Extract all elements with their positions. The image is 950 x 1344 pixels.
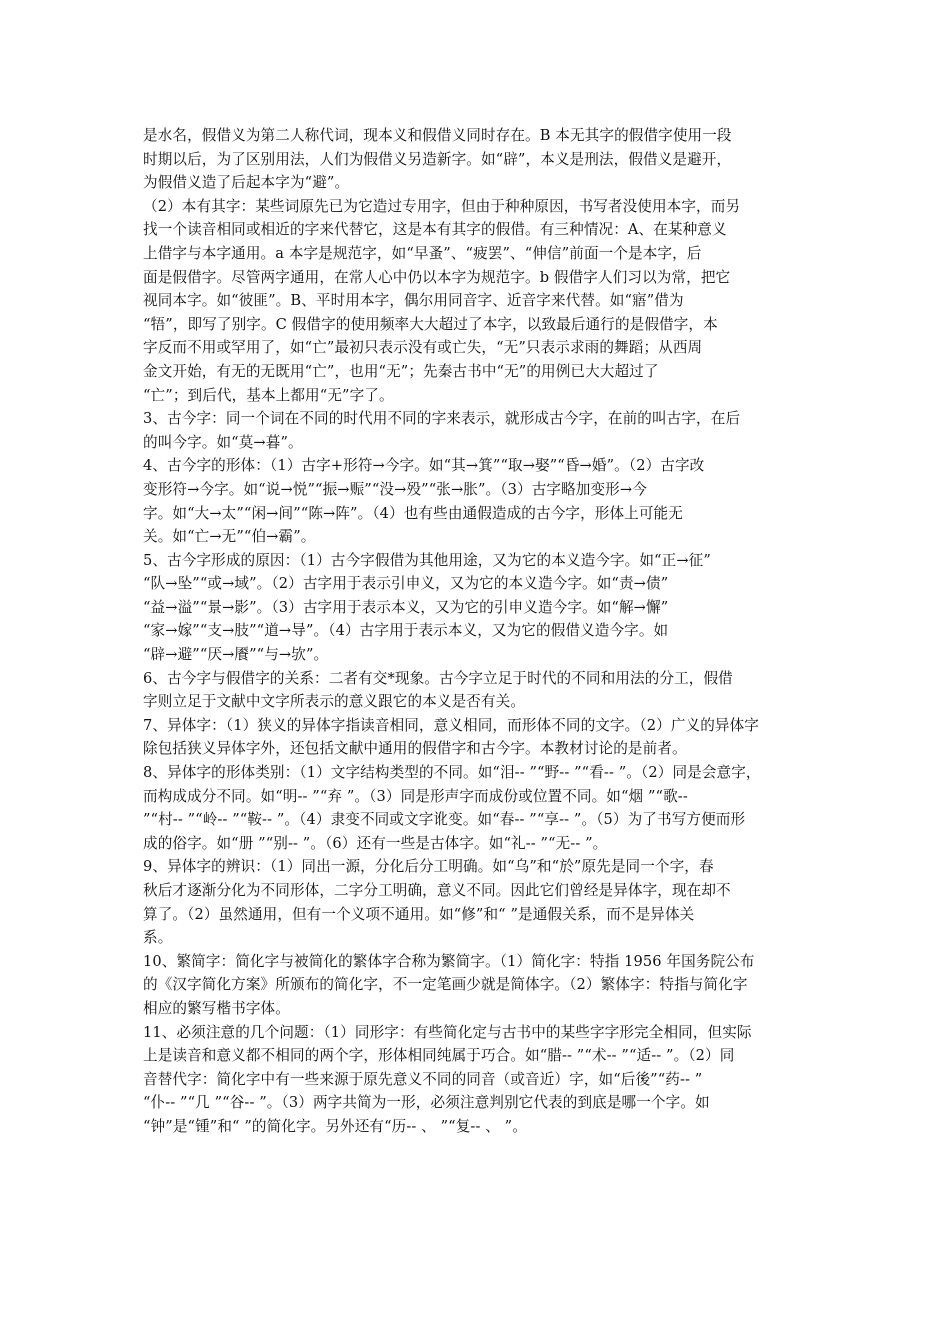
text-line: 成的俗字。如“册 ”“别-- ”。（6）还有一些是古体字。如“礼-- ”“无-- ”。 — [143, 834, 608, 852]
text-line: “仆-- ”“几 ”“谷-- ”。（3）两字共简为一形，必须注意判别它代表的到底是哪一个字。如 — [143, 1094, 710, 1112]
text-line: （2）本有其字：某些词原先已为它造过专用字，但由于种种原因，书写者没使用本字，而另 — [143, 197, 741, 215]
text-line: 关。如“亡→无”“伯→霸”。 — [143, 528, 316, 546]
text-line: 秋后才逐渐分化为不同形体，二字分工明确，意义不同。因此它们曾经是异体字，现在却不 — [143, 882, 731, 899]
text-line: 是水名，假借义为第二人称代词，现本义和假借义同时存在。B 本无其字的假借字使用一段 — [143, 127, 732, 144]
text-line: “家→嫁”“支→肢”“道→导”。（4）古字用于表示本义，又为它的假借义造今字。如 — [143, 622, 669, 640]
text-line: 字。如“大→太”“闲→间”“陈→阵”。（4）也有些由通假造成的古今字，形体上可能无 — [143, 504, 683, 522]
text-line: 相应的繁写楷书字体。 — [143, 999, 290, 1017]
text-line: “钟”是“锺”和“ ”的简化字。另外还有“历-- 、 ”“复-- 、 ”。 — [143, 1117, 527, 1135]
text-line: “益→溢”“景→影”。（3）古字用于表示本义，又为它的引申义造今字。如“解→懈” — [143, 598, 669, 616]
text-line: “牾”，即写了别字。C 假借字的使用频率大大超过了本字，以致最后通行的是假借字，本 — [143, 315, 718, 333]
text-line: 视同本字。如“彼匪”。B、平时用本字，偶尔用同音字、近音字来代替。如“寤”借为 — [143, 292, 684, 310]
text-line: 字则立足于文献中文字所表示的意义跟它的本义是否有关。 — [143, 693, 526, 711]
text-line: 10、繁简字：简化字与被简化的繁体字合称为繁简字。（1）简化字：特指 1956 年国务院公布 — [143, 952, 755, 970]
document-body — [143, 124, 808, 1139]
text-line: 时期以后，为了区别用法，人们为假借义另造新字。如“辟”，本义是刑法，假借义是避开， — [143, 150, 732, 168]
text-line: 3、古今字：同一个词在不同的时代用不同的字来表示，就形成古今字，在前的叫古字，在后 — [143, 410, 741, 428]
text-line: 上借字与本字通用。a 本字是规范字，如“早蚤”、“疲罢”、“伸信”前面一个是本字，后 — [143, 244, 702, 262]
text-line: 7、异体字：（1）狭义的异体字指读音相同，意义相同，而形体不同的文字。（2）广义的异体字 — [143, 716, 760, 734]
text-line: “队→坠”“或→域”。（2）古字用于表示引申义，又为它的本义造今字。如“责→债” — [143, 575, 669, 593]
text-line: 为假借义造了后起本字为“避”。 — [143, 174, 350, 192]
text-line: 4、古今字的形体：（1）古字+形符→今字。如“其→箕”“取→娶”“昏→婚”。（2）古字改 — [143, 457, 705, 475]
text-line: 9、异体字的辨识：（1）同出一源，分化后分工明确。如“乌”和“於”原先是同一个字，春 — [143, 858, 714, 876]
text-line: 11、必须注意的几个问题：（1）同形字：有些简化定与古书中的某些字字形完全相同，但实际 — [143, 1023, 752, 1041]
text-line: “辟→避”“厌→餍”“与→欤”。 — [143, 646, 329, 664]
text-line: 面是假借字。尽管两字通用，在常人心中仍以本字为规范字。b 假借字人们习以为常，把它 — [143, 268, 731, 286]
text-line: ”“村-- ”“岭-- ”“鞍-- ”。（4）隶变不同或文字讹变。如“春-- ”“享-- ”。（5）为了书写方便而形 — [143, 811, 746, 829]
text-line: 算了。（2）虽然通用，但有一个义项不通用。如“修”和“ ”是通假关系，而不是异体关 — [143, 905, 695, 923]
text-line: 音替代字：简化字中有一些来源于原先意义不同的同音（或音近）字，如“后後”“药-- ” — [143, 1070, 703, 1088]
text-line: 变形符→今字。如“说→悦”“振→赈”“没→殁”“张→胀”。（3）古字略加变形→今 — [143, 480, 647, 498]
text-line: 除包括狭义异体字外，还包括文献中通用的假借字和古今字。本教材讨论的是前者。 — [143, 740, 687, 758]
text-line: 5、古今字形成的原因：（1）古今字假借为其他用途，又为它的本义造今字。如“正→征” — [143, 551, 711, 569]
text-line: 系。 — [143, 929, 173, 947]
text-line: “亡”；到后代，基本上都用“无”字了。 — [143, 386, 394, 404]
text-line: 字反而不用或罕用了，如“亡”最初只表示没有或亡失，“无”只表示求雨的舞蹈；从西周 — [143, 339, 703, 357]
text-line: 的《汉字简化方案》所颁布的简化字，不一定笔画少就是简体字。（2）繁体字：特指与简化字 — [143, 976, 748, 994]
text-line: 的叫今字。如“莫→暮”。 — [143, 433, 303, 451]
text-line: 8、异体字的形体类别：（1）文字结构类型的不同。如“泪-- ”“野-- ”“看-- ”。（2）同是会意字， — [143, 764, 761, 782]
text-line: 而构成成分不同。如“明-- ”“弃 ”。（3）同是形声字而成份或位置不同。如“烟 ”“歌-- — [143, 787, 688, 805]
text-line: 上是读音和意义都不相同的两个字，形体相同纯属于巧合。如“腊-- ”“术-- ”“适-- ”。（2）同 — [143, 1047, 735, 1065]
text-line: 金文开始，有无的无既用“亡”，也用“无”；先秦古书中“无”的用例已大大超过了 — [143, 362, 659, 380]
text-line: 6、古今字与假借字的关系：二者有交*现象。古今字立足于时代的不同和用法的分工，假借 — [143, 669, 733, 687]
text-line: 找一个读音相同或相近的字来代替它，这是本有其字的假借。有三种情况：A、在某种意义 — [143, 221, 727, 239]
